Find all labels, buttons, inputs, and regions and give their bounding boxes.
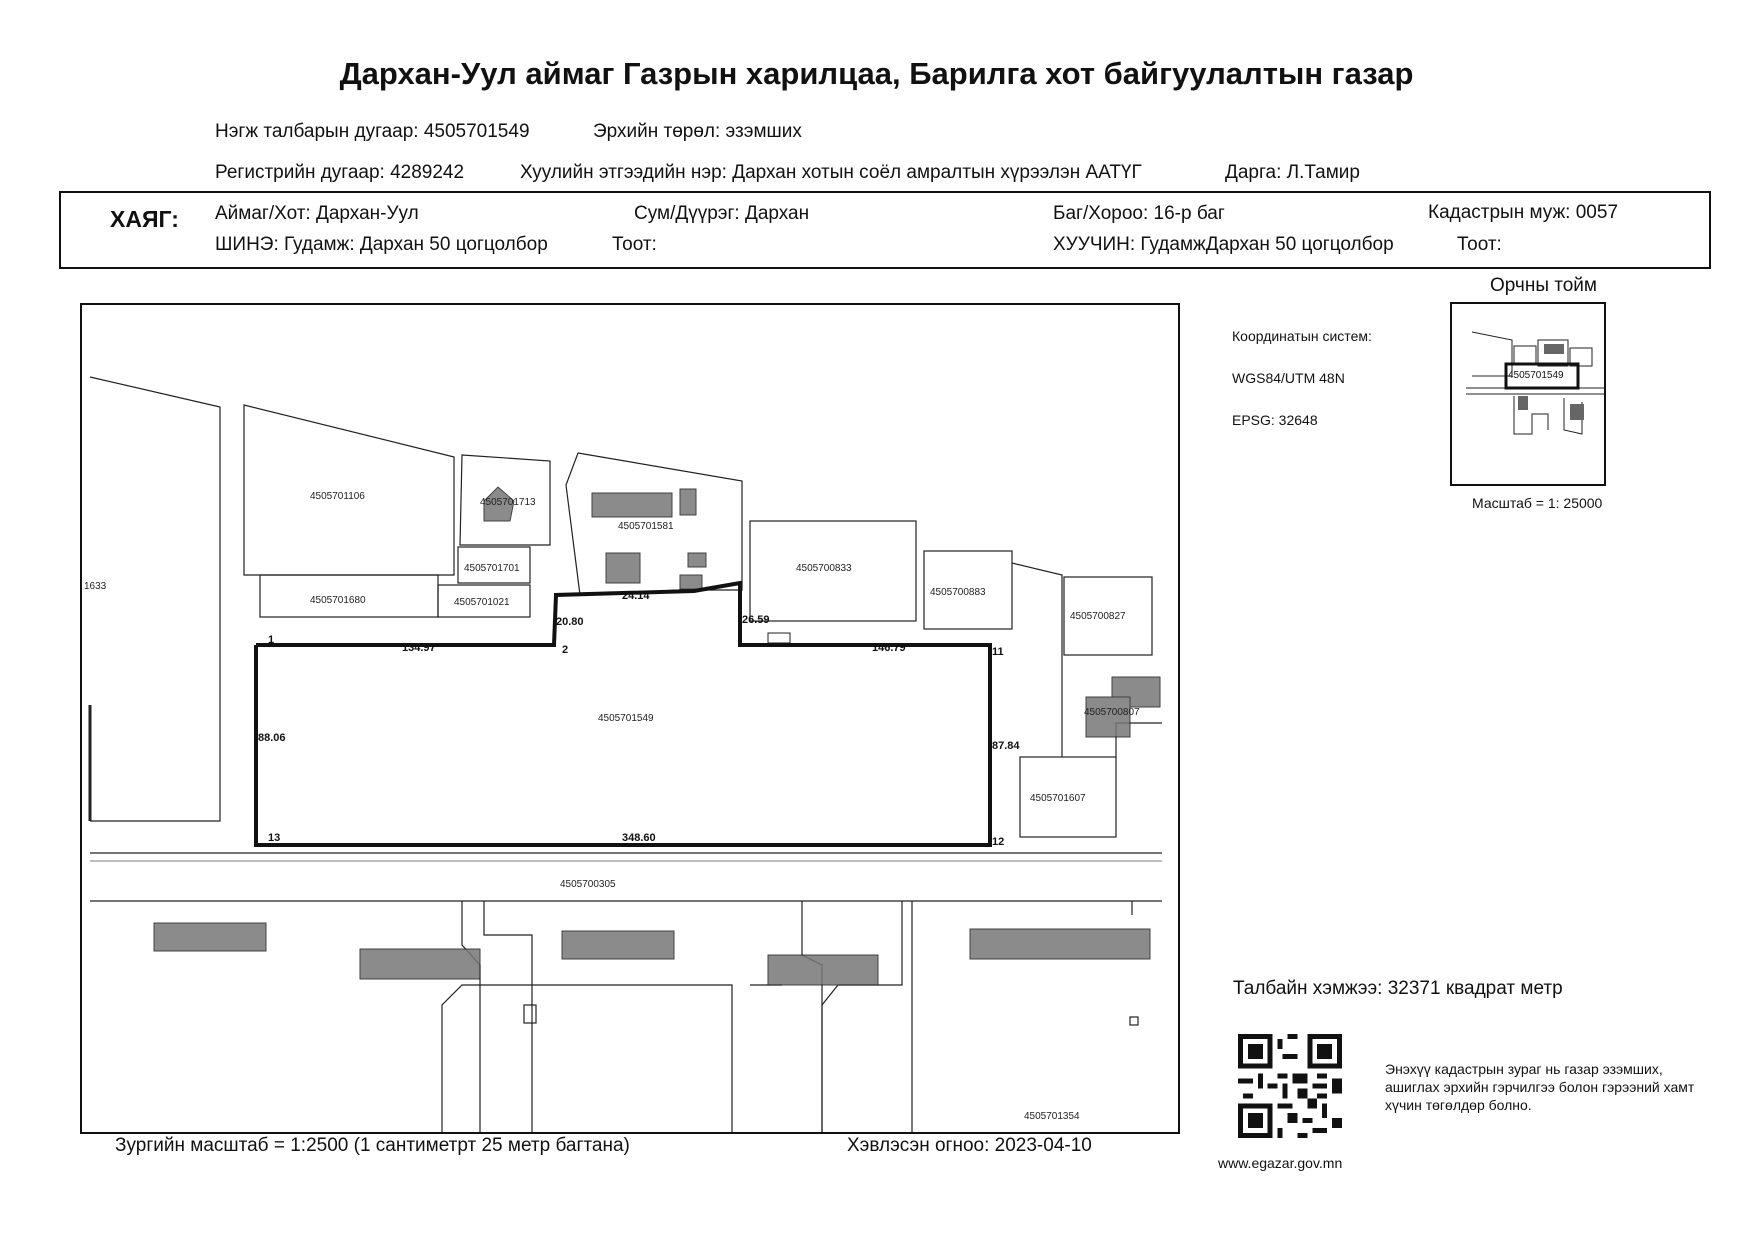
coords-system: WGS84/UTM 48N — [1232, 370, 1345, 386]
dimension-label: 24.14 — [622, 590, 650, 602]
address-aimag: Аймаг/Хот: Дархан-Уул — [215, 203, 419, 224]
dimension-label: 20.80 — [556, 616, 584, 628]
label-bottom-parcel: 4505701354 — [1024, 1111, 1080, 1122]
vertex-label: 12 — [992, 836, 1005, 848]
dimension-label: 87.84 — [992, 740, 1020, 752]
label-road-parcel: 4505700305 — [560, 879, 616, 890]
address-label: ХАЯГ: — [110, 206, 179, 232]
dimension-label: 88.06 — [258, 732, 286, 744]
area-text: Талбайн хэмжээ: 32371 квадрат метр — [1233, 978, 1563, 999]
vertex-label: 11 — [992, 646, 1004, 658]
overview-scale: Масштаб = 1: 25000 — [1472, 495, 1603, 511]
page-title: Дархан-Уул аймаг Газрын харилцаа, Барилга хот байгуулалтын газар — [339, 56, 1414, 91]
map-scale: Зургийн масштаб = 1:2500 (1 сантиметрт 25 метр багтана) — [115, 1135, 630, 1156]
coords-epsg: EPSG: 32648 — [1232, 412, 1318, 428]
website-link[interactable]: www.egazar.gov.mn — [1218, 1155, 1343, 1171]
registration-number: Регистрийн дугаар: 4289242 — [215, 162, 465, 183]
label-4505700827: 4505700827 — [1070, 611, 1126, 622]
entity-name: Хуулийн этгээдийн нэр: Дархан хотын соёл амралтын хүрээлэн ААТҮГ — [520, 162, 1142, 183]
label-4505701021: 4505701021 — [454, 597, 510, 608]
label-4505701581: 4505701581 — [618, 521, 674, 532]
director: Дарга: Л.Тамир — [1225, 162, 1360, 183]
vertex-label: 2 — [562, 644, 569, 656]
label-4505701106: 4505701106 — [310, 491, 365, 502]
cadastral-zone: Кадастрын муж: 0057 — [1428, 202, 1619, 223]
label-main-parcel: 4505701549 — [598, 713, 654, 724]
address-bag: Баг/Хороо: 16-р баг — [1053, 203, 1225, 224]
label-4505700833: 4505700833 — [796, 563, 852, 574]
label-left-cut: 1633 — [84, 581, 107, 592]
parcel-left-cut — [90, 377, 220, 821]
unit-number: Нэгж талбарын дугаар: 4505701549 — [215, 121, 530, 142]
address-new-toot: Тоот: — [612, 234, 657, 255]
address-sum: Сум/Дүүрэг: Дархан — [634, 203, 810, 224]
label-4505701680: 4505701680 — [310, 595, 366, 606]
label-4505701607: 4505701607 — [1030, 793, 1086, 804]
dimension-label: 348.60 — [622, 832, 656, 844]
overview-title: Орчны тойм — [1490, 275, 1597, 296]
vertex-label: 13 — [268, 832, 281, 844]
address-old-toot: Тоот: — [1457, 234, 1502, 255]
label-4505700807: 4505700807 — [1084, 707, 1140, 718]
label-4505701701: 4505701701 — [464, 563, 520, 574]
parcel-4505701106 — [244, 405, 454, 575]
dimension-label: 26.59 — [742, 614, 770, 626]
coords-label: Координатын систем: — [1232, 328, 1372, 344]
label-4505700883: 4505700883 — [930, 587, 986, 598]
address-new-street: ШИНЭ: Гудамж: Дархан 50 цогцолбор — [215, 234, 548, 255]
overview-parcel-label: 4505701549 — [1508, 370, 1564, 381]
dimension-label: 134.97 — [402, 642, 436, 654]
dimension-label: 146.79 — [872, 642, 906, 654]
overview-map — [1450, 302, 1606, 486]
cadastral-map — [80, 303, 1180, 1134]
label-4505701713: 4505701713 — [480, 497, 536, 508]
address-old-street: ХУУЧИН: ГудамжДархан 50 цогцолбор — [1053, 234, 1394, 255]
vertex-label: 1 — [268, 634, 275, 646]
right-type: Эрхийн төрөл: эзэмших — [593, 121, 802, 142]
validity-note: Энэхүү кадастрын зураг нь газар эзэмших, ашиглах эрхийн гэрчилгээ болон гэрээний хамт хүчин төгөлдөр болно. — [1385, 1061, 1695, 1113]
printed-date: Хэвлэсэн огноо: 2023-04-10 — [847, 1135, 1092, 1156]
qr-code — [1238, 1034, 1342, 1138]
